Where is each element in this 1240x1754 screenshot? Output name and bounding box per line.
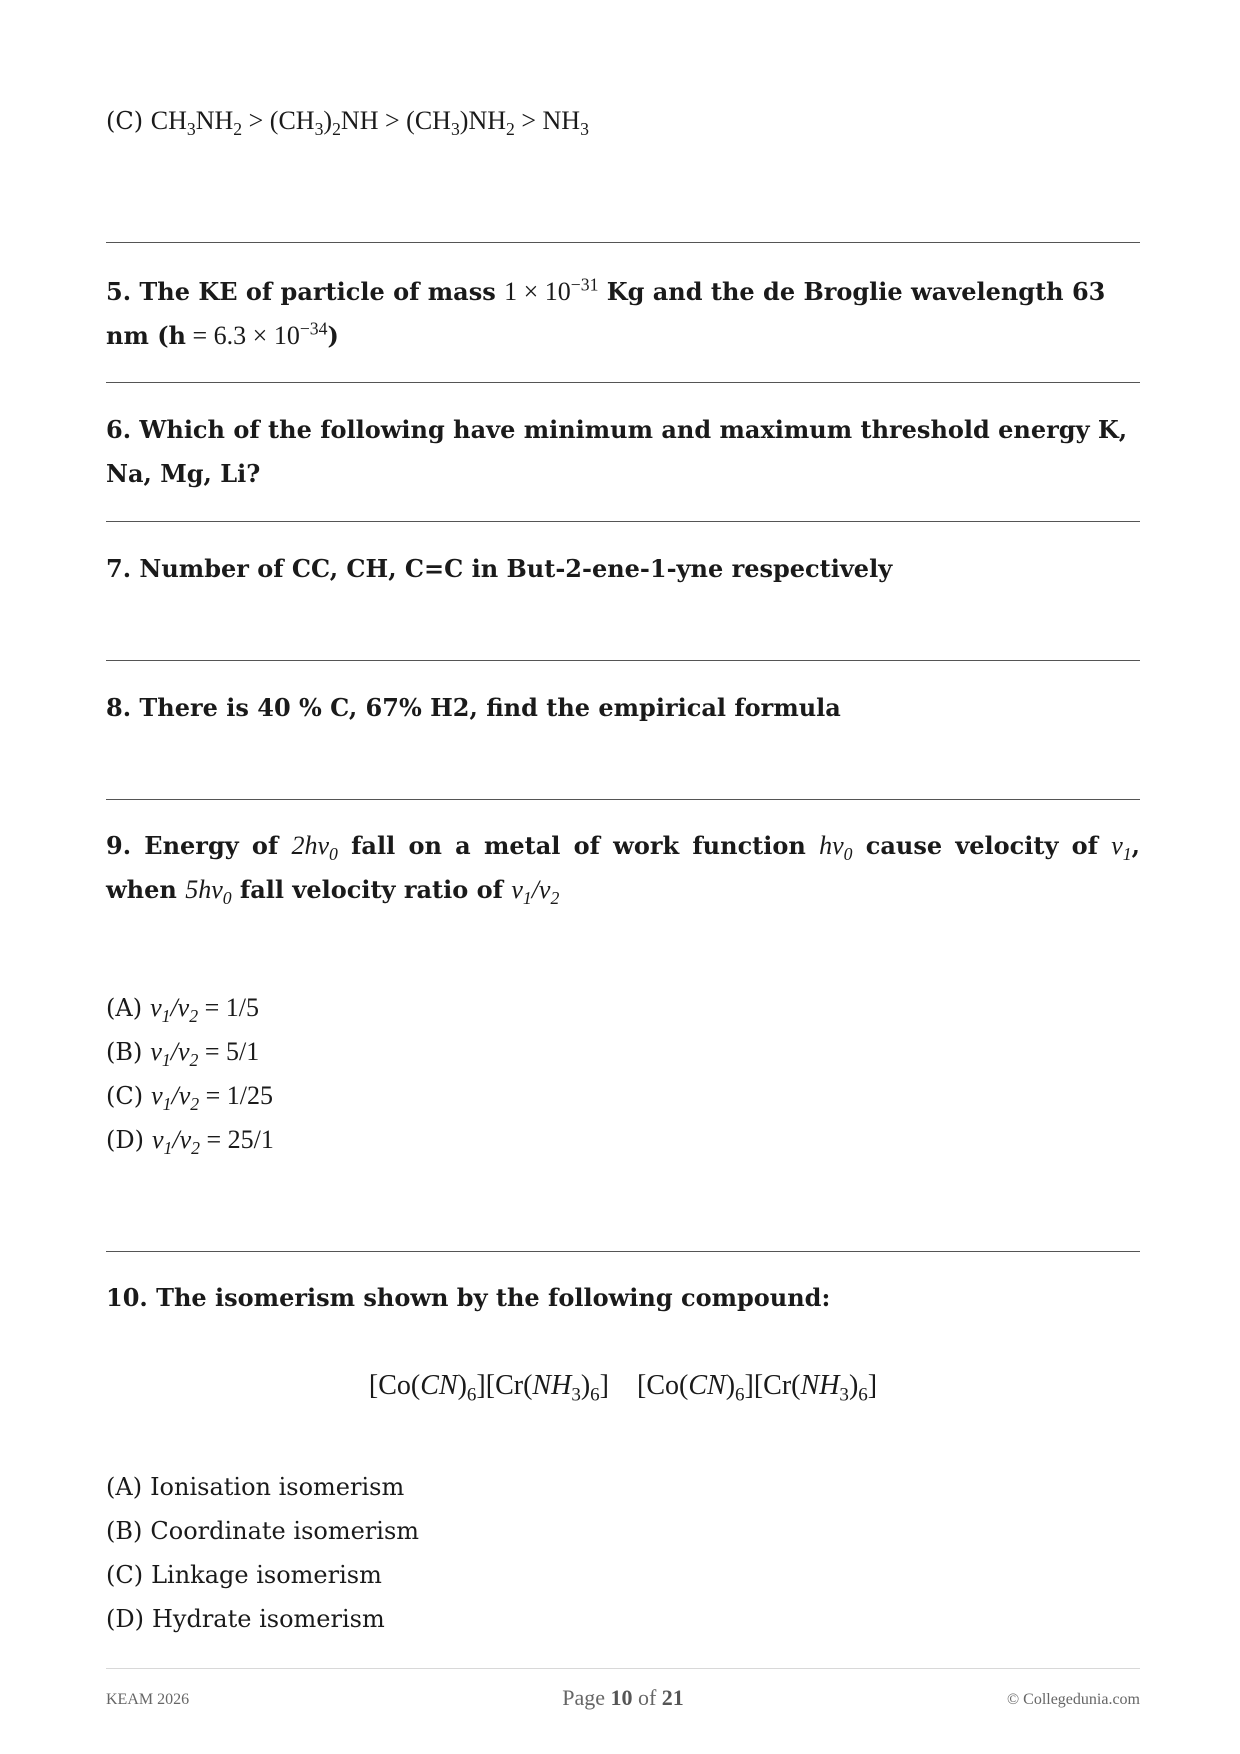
question-9: 9. Energy of $2h\nu_0$ fall on a metal of work function $h\nu_0$ cause velocity of $v_1$, when $5h\nu_0$ fall velocity ratio of $v_1/v_2$: [106, 831, 1140, 909]
q10-option-a: (A) Ionisation isomerism: [106, 1473, 405, 1501]
divider: [106, 799, 1140, 800]
formula-part-2: $[Co(CN)_6][Cr(NH_3)_6]$: [637, 1370, 878, 1406]
q9-options: [106, 986, 1140, 1162]
q9-option-b: (B) $v_1/v_2 = 5/1$: [106, 1037, 260, 1071]
q4-option-c: (C) $CH_3NH_2 > (CH_3)_2NH > (CH_3)NH_2 > NH_3$: [106, 106, 589, 140]
question-8: 8. There is 40 % C, 67% H2, find the empirical formula: [106, 693, 841, 722]
question-7: 7. Number of CC, CH, C=C in But-2-ene-1-yne respectively: [106, 554, 893, 583]
q10-options: [106, 1465, 1140, 1641]
formula-part-1: $[Co(CN)_6][Cr(NH_3)_6]$: [368, 1370, 609, 1406]
divider: [106, 1251, 1140, 1252]
divider: [106, 242, 1140, 243]
question-6: 6. Which of the following have minimum and maximum threshold energy K, Na, Mg, Li?: [106, 415, 1128, 488]
page-footer: [106, 1668, 1140, 1709]
divider: [106, 382, 1140, 383]
question-10: 10. The isomerism shown by the following compound:: [106, 1283, 831, 1312]
q9-option-c: (C) $v_1/v_2 = 1/25$: [106, 1081, 273, 1115]
footer-page-number: Page 10 of 21: [562, 1685, 684, 1710]
question-5: 5. The KE of particle of mass $1 \times 10^{-31}$ Kg and the de Broglie wavelength 63 nm $(h = 6.3 \times 10^{-34})$: [106, 274, 1106, 350]
divider: [106, 521, 1140, 522]
footer-exam-name: KEAM 2026: [106, 1691, 190, 1708]
footer-copyright: © Collegedunia.com: [1006, 1691, 1140, 1708]
q10-option-c: (C) Linkage isomerism: [106, 1561, 382, 1589]
q9-option-d: (D) $v_1/v_2 = 25/1$: [106, 1125, 274, 1159]
divider: [106, 660, 1140, 661]
q10-option-b: (B) Coordinate isomerism: [106, 1517, 420, 1545]
q10-formula: [106, 1370, 1140, 1406]
q9-option-a: (A) $v_1/v_2 = 1/5$: [106, 993, 259, 1027]
q10-option-d: (D) Hydrate isomerism: [106, 1605, 385, 1633]
